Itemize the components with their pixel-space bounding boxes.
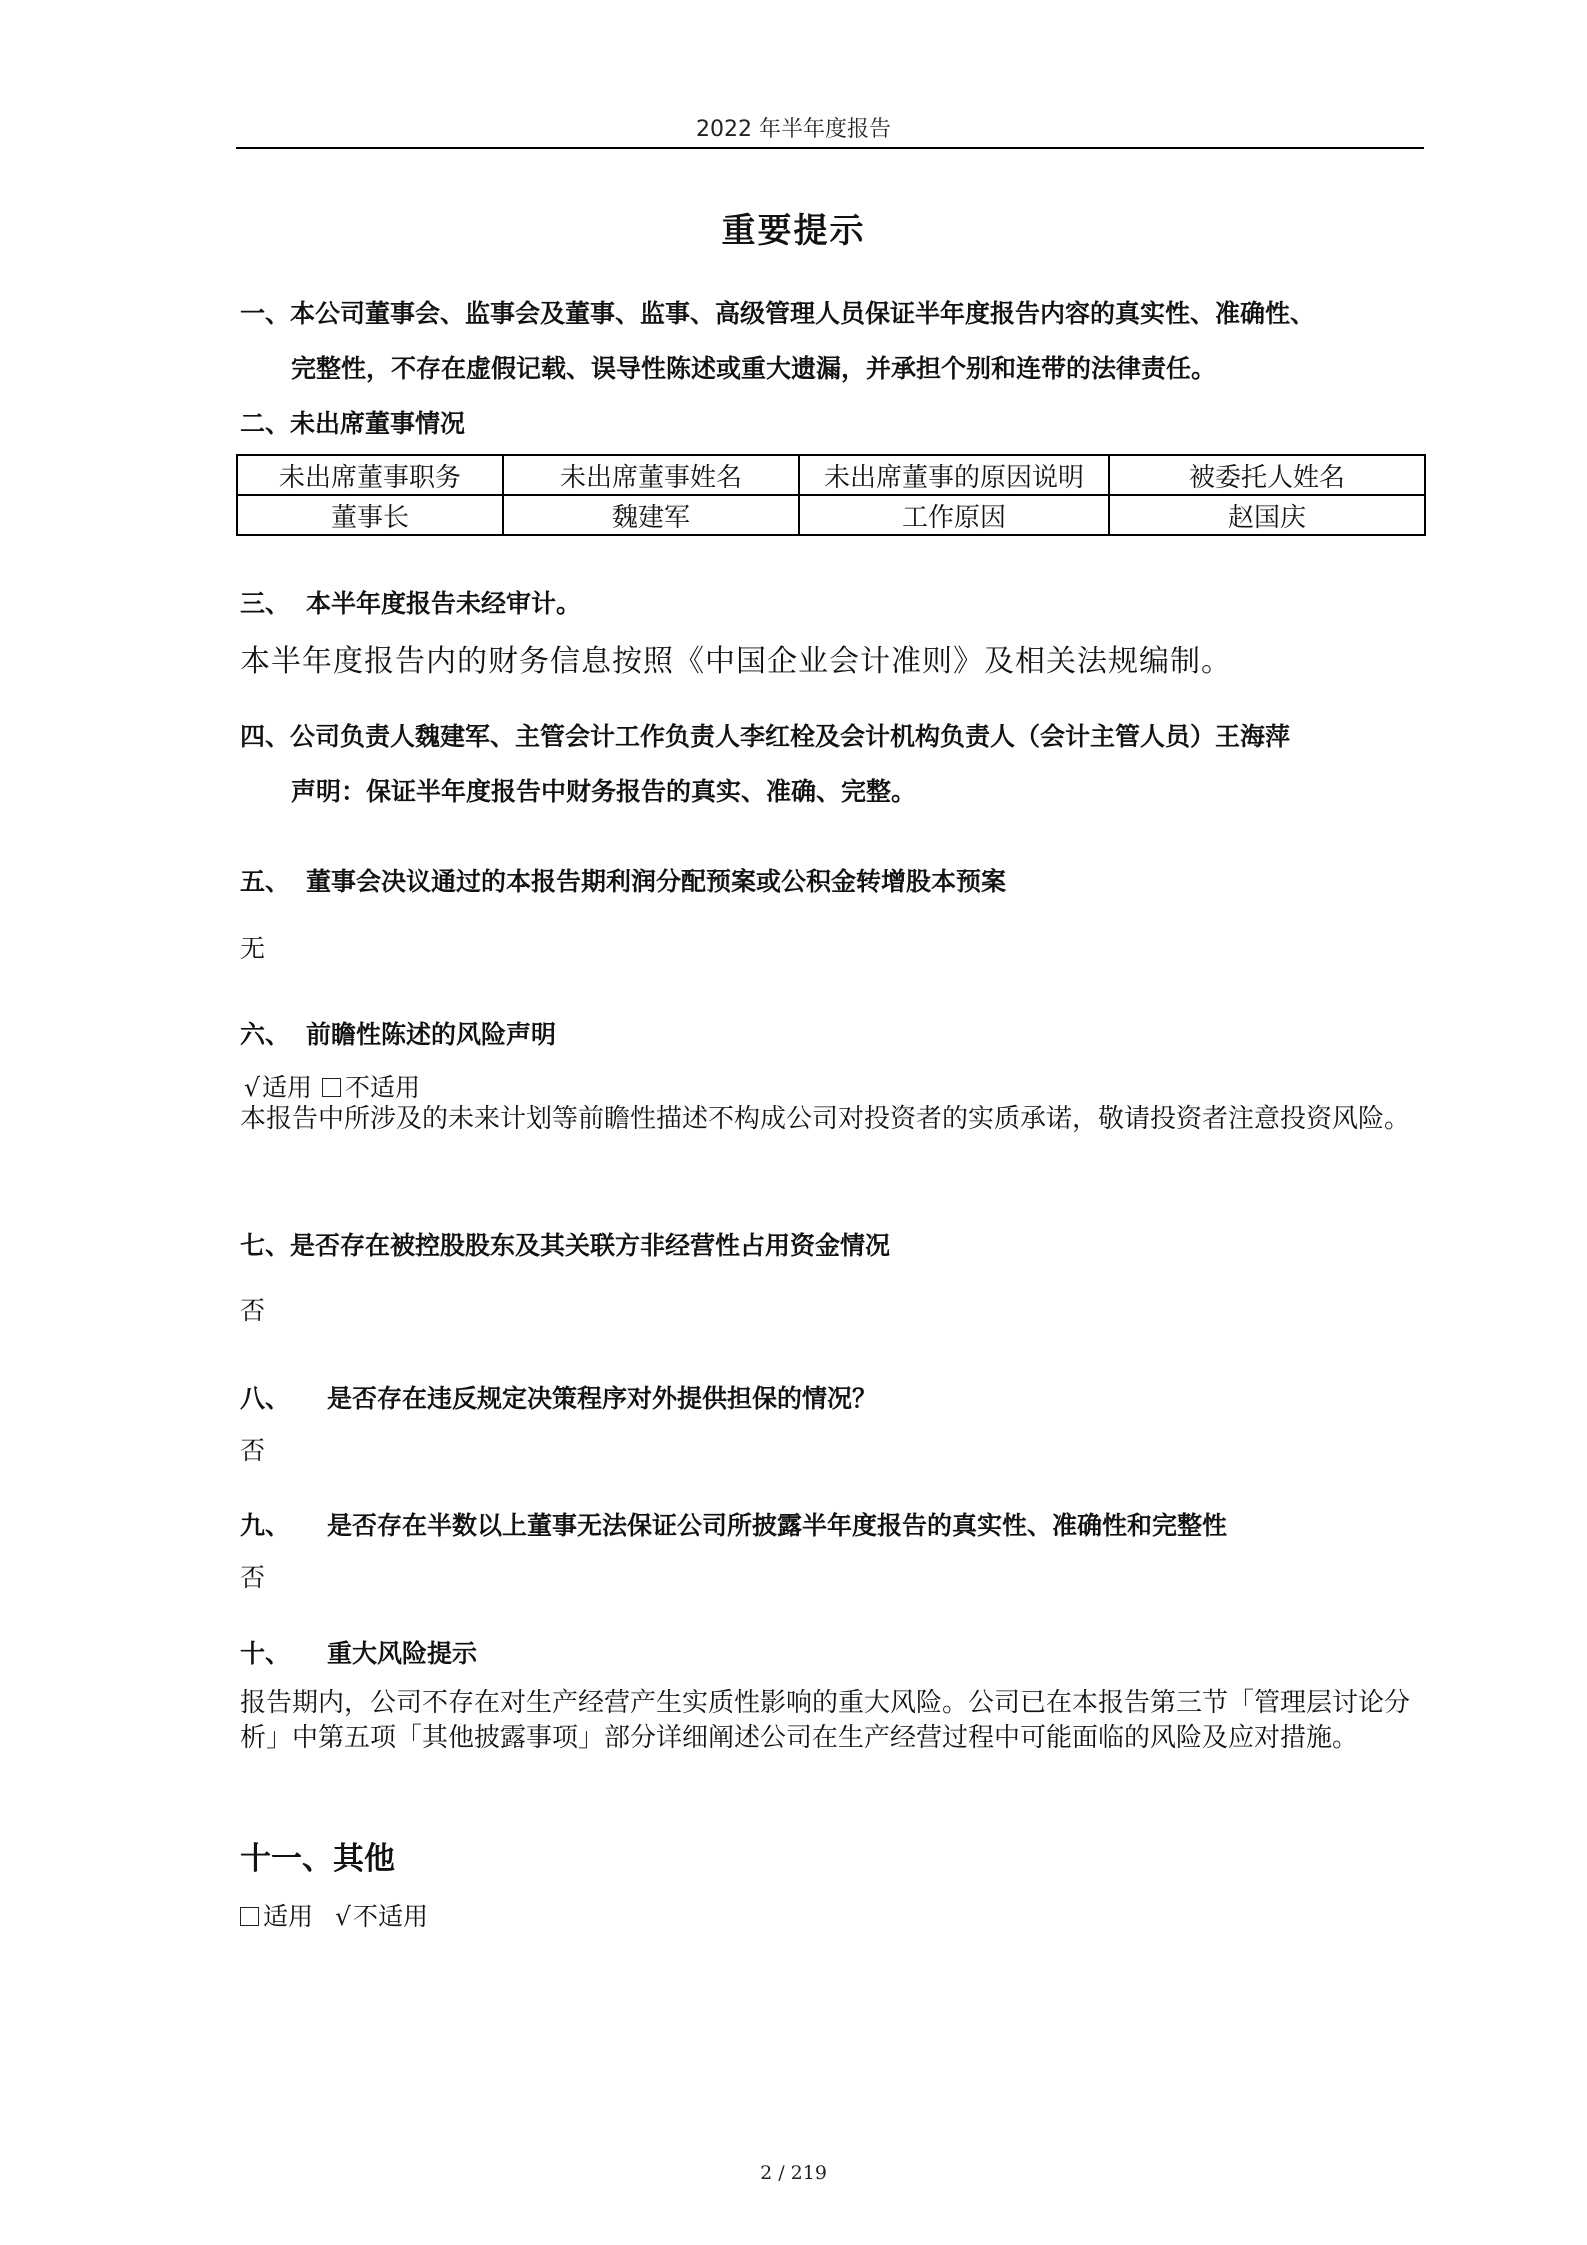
table-row [237, 495, 1425, 535]
table-header-cell: 未出席董事的原因说明 [799, 455, 1109, 495]
section-7-body: 否 [240, 1296, 266, 1325]
section-6-number: 六、 [240, 1020, 291, 1049]
section-11-applicability [240, 1897, 428, 1933]
section-5-heading [240, 862, 1006, 898]
check-mark-icon: √ [244, 1073, 260, 1102]
section-3-body: 本半年度报告内的财务信息按照《中国企业会计准则》及相关法规编制。 [240, 644, 1232, 679]
section-10-title: 重大风险提示 [327, 1639, 478, 1668]
section-5-title: 董事会决议通过的本报告期利润分配预案或公积金转增股本预案 [306, 867, 1007, 896]
table-cell: 魏建军 [503, 495, 799, 535]
section-1-line-1: 一、本公司董事会、监事会及董事、监事、高级管理人员保证半年度报告内容的真实性、准确性、 [240, 299, 1316, 328]
section-10-body: 报告期内，公司不存在对生产经营产生实质性影响的重大风险。公司已在本报告第三节「管理层讨论分析」中第五项「其他披露事项」部分详细阐述公司在生产经营过程中可能面临的风险及应对措施。 [240, 1688, 1411, 1753]
applicable-label: 适用 [263, 1902, 314, 1931]
section-1-line-2: 完整性，不存在虚假记载、误导性陈述或重大遗漏，并承担个别和连带的法律责任。 [291, 354, 1217, 383]
section-10-number: 十、 [240, 1639, 291, 1668]
empty-checkbox-icon [240, 1907, 259, 1926]
table-header-cell: 未出席董事姓名 [503, 455, 799, 495]
table-cell: 赵国庆 [1109, 495, 1425, 535]
section-10-heading [240, 1634, 477, 1670]
running-header: 2022 年半年度报告 [696, 117, 891, 142]
empty-checkbox-icon [322, 1078, 341, 1097]
section-6-applicability [244, 1068, 420, 1104]
section-6-heading [240, 1015, 556, 1051]
section-4-line-2: 声明：保证半年度报告中财务报告的真实、准确、完整。 [291, 777, 917, 806]
section-6-body: 本报告中所涉及的未来计划等前瞻性描述不构成公司对投资者的实质承诺，敬请投资者注意投资风险。 [240, 1104, 1411, 1134]
not-applicable-label: 不适用 [344, 1073, 420, 1102]
section-3-heading [240, 584, 581, 620]
section-3-title: 本半年度报告未经审计。 [306, 589, 582, 618]
section-3-number: 三、 [240, 589, 291, 618]
section-7-title: 七、是否存在被控股股东及其关联方非经营性占用资金情况 [240, 1231, 891, 1260]
section-9-title: 是否存在半数以上董事无法保证公司所披露半年度报告的真实性、准确性和完整性 [327, 1511, 1228, 1540]
section-8-title: 是否存在违反规定决策程序对外提供担保的情况？ [327, 1384, 878, 1413]
header-rule [236, 147, 1424, 149]
table-header-cell: 未出席董事职务 [237, 455, 503, 495]
section-8-heading [240, 1379, 877, 1415]
section-9-body: 否 [240, 1563, 266, 1592]
section-9-number: 九、 [240, 1511, 291, 1540]
page-number: 2 / 219 [760, 2162, 827, 2184]
section-8-number: 八、 [240, 1384, 291, 1413]
check-mark-icon: √ [335, 1902, 351, 1931]
section-4-line-1: 四、公司负责人魏建军、主管会计工作负责人李红栓及会计机构负责人（会计主管人员）王海萍 [240, 722, 1291, 751]
page-title: 重要提示 [721, 211, 866, 251]
section-6-title: 前瞻性陈述的风险声明 [306, 1020, 557, 1049]
table-cell: 工作原因 [799, 495, 1109, 535]
section-5-number: 五、 [240, 867, 291, 896]
section-9-heading [240, 1506, 1227, 1542]
table-header-cell: 被委托人姓名 [1109, 455, 1425, 495]
section-11-title: 十一、其他 [240, 1841, 395, 1877]
section-5-body: 无 [240, 934, 266, 963]
applicable-label: 适用 [261, 1073, 312, 1102]
table-cell: 董事长 [237, 495, 503, 535]
absent-directors-table [236, 454, 1426, 536]
section-2-title: 二、未出席董事情况 [240, 409, 466, 438]
not-applicable-label: 不适用 [352, 1902, 428, 1931]
section-8-body: 否 [240, 1436, 266, 1465]
table-header-row [237, 455, 1425, 495]
